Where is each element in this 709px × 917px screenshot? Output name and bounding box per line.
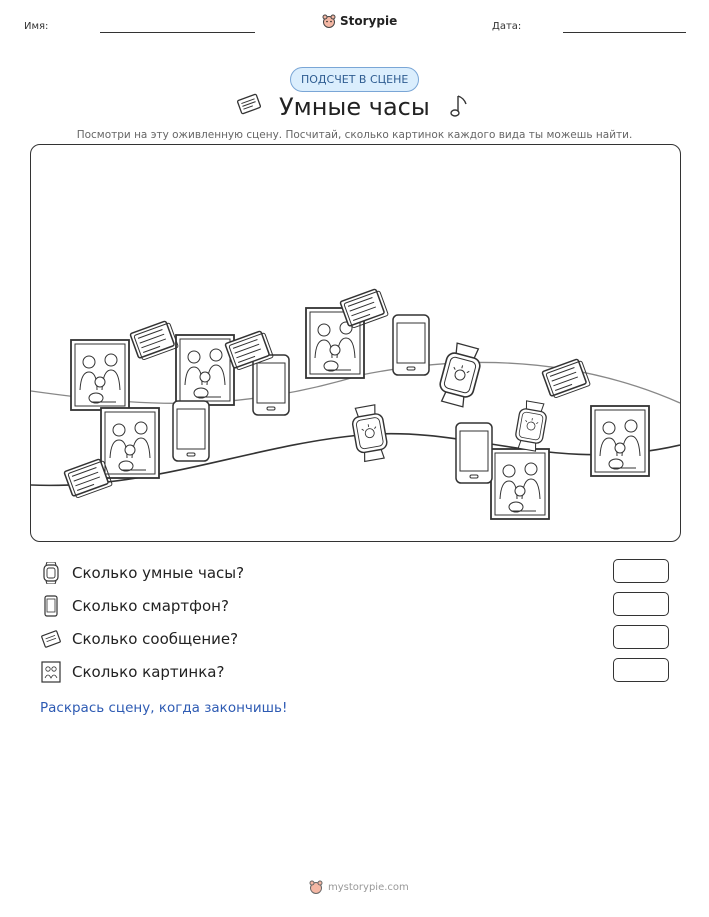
message-icon [40,628,62,650]
name-label: Имя: [24,21,49,32]
smartwatch-item [436,342,484,409]
title-message-icon [236,93,262,119]
coloring-instruction: Раскрась сцену, когда закончишь! [40,700,288,716]
date-label: Дата: [492,21,522,32]
music-note-icon [449,92,471,124]
scene-illustration [31,145,680,541]
footer [309,880,409,894]
answer-box-smartphone[interactable] [613,592,669,616]
picture-item [101,408,159,478]
question-text: Сколько смартфон? [72,597,229,615]
counting-scene [30,144,681,542]
question-text: Сколько умные часы? [72,564,245,582]
message-item [130,320,178,361]
smartphone-item [173,401,209,461]
message-item [64,458,112,499]
instructions: Посмотри на эту оживленную сцену. Посчитай, сколько картинок каждого вида ты можешь найти. [76,129,633,141]
storypie-logo [322,14,397,28]
storypie-logo-icon [322,14,336,28]
picture-item [491,449,549,519]
question-row [40,595,229,617]
question-text: Сколько картинка? [72,663,225,681]
page-title: Умные часы [279,93,430,121]
picture-icon [40,661,62,683]
logo-text: Storypie [340,14,398,28]
footer-url[interactable]: mystorypie.com [328,881,409,893]
question-row [40,661,224,683]
activity-badge: ПОДСЧЕТ В СЦЕНЕ [290,67,419,92]
storypie-footer-icon [309,880,323,894]
answer-box-message[interactable] [613,625,669,649]
answer-box-smartwatch[interactable] [613,559,669,583]
picture-item [591,406,649,476]
question-row [40,562,244,584]
question-row [40,628,238,650]
message-item [542,358,590,399]
question-text: Сколько сообщение? [72,630,239,648]
answer-box-picture[interactable] [613,658,669,682]
smartphone-item [253,355,289,415]
name-line[interactable] [100,32,255,33]
date-line[interactable] [563,32,686,33]
smartphone-item [393,315,429,375]
smartwatch-item [350,404,390,462]
smartphone-icon [40,595,62,617]
smartphone-item [456,423,492,483]
smartwatch-icon [40,562,62,584]
picture-item [71,340,129,410]
smartwatch-item [513,400,548,452]
